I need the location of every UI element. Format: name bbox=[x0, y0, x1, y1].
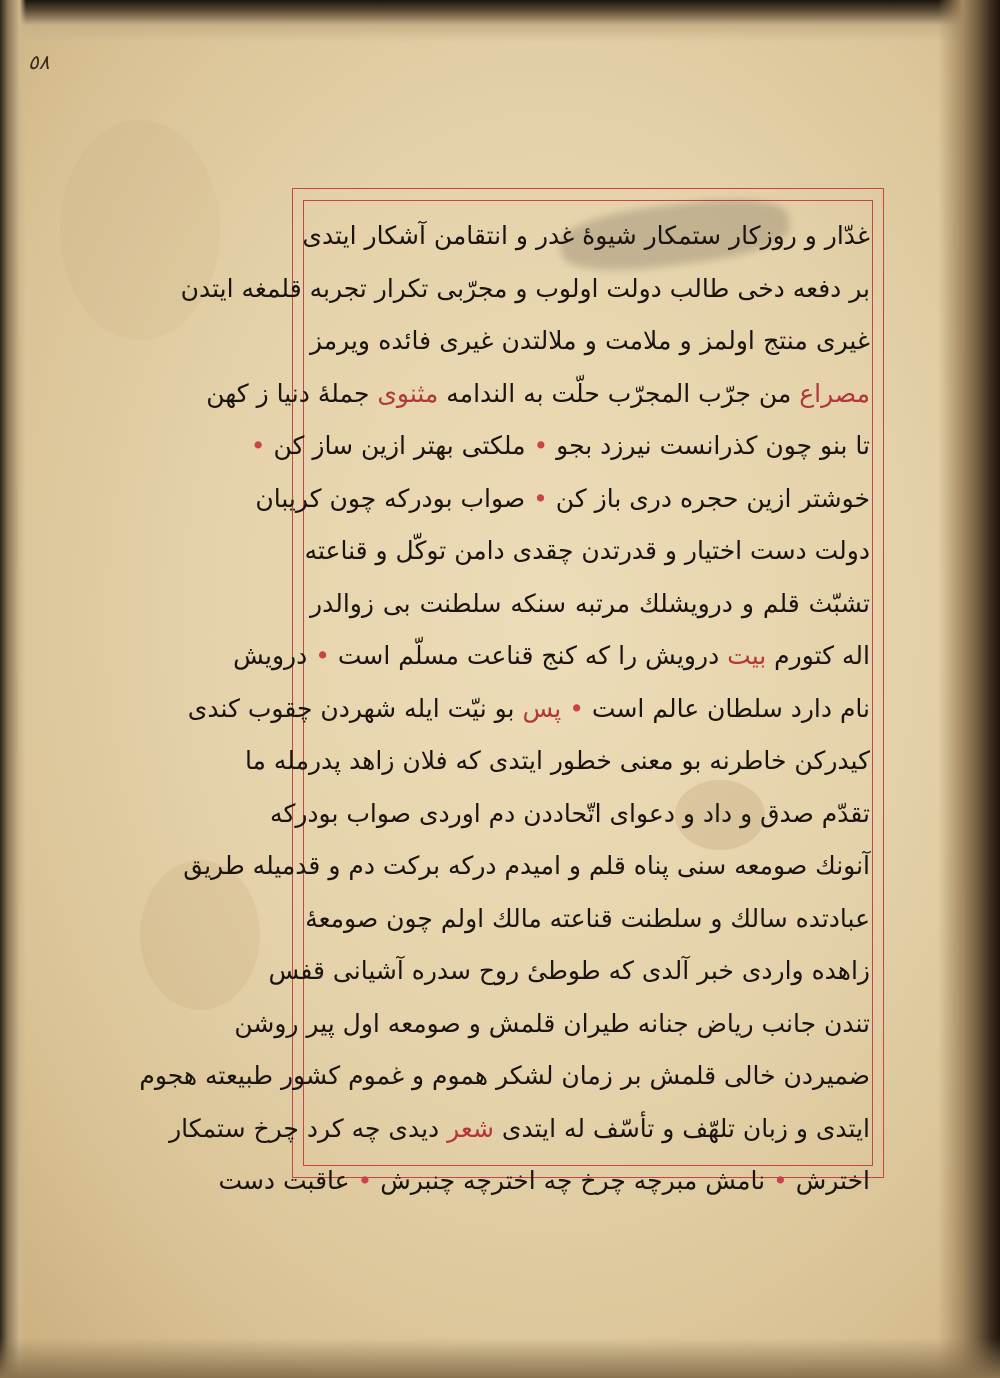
text-segment: تقدّم صدق و داد و دعوای اتّحاددن دم اوردی صواب بودرکه bbox=[270, 798, 870, 828]
manuscript-text-block bbox=[139, 210, 870, 1195]
text-segment: نام دارد سلطان عالم است bbox=[583, 693, 870, 723]
text-segment: صواب بودرکه چون کریبان bbox=[255, 483, 534, 513]
text-line bbox=[244, 735, 870, 788]
verse-separator-dot: • bbox=[315, 641, 330, 670]
text-segment: تندن جانب ریاض جنانه طیران قلمش و صومعه اول پیر روشن bbox=[234, 1008, 870, 1038]
verse-separator-dot: • bbox=[533, 483, 548, 513]
rubric-heading: پس bbox=[522, 693, 562, 723]
text-line bbox=[180, 263, 870, 316]
page-top-edge bbox=[0, 0, 1000, 42]
verse-separator-dot: • bbox=[250, 431, 266, 460]
text-segment: نامش مبرچه چرخ چه اخترچه چنبرش bbox=[372, 1166, 774, 1195]
text-line bbox=[206, 368, 870, 421]
text-line bbox=[169, 1103, 870, 1156]
text-line bbox=[310, 315, 870, 368]
text-segment: اله کتورم bbox=[766, 641, 870, 670]
text-line bbox=[255, 473, 870, 526]
text-line bbox=[187, 683, 870, 736]
text-line bbox=[250, 420, 870, 473]
text-line bbox=[310, 578, 870, 631]
rubric-heading: مثنوی bbox=[377, 378, 439, 408]
rubric-heading: بیت bbox=[727, 641, 767, 670]
text-segment: خوشتر ازین حجره دری باز کن bbox=[547, 483, 870, 513]
text-segment: تشبّث قلم و درویشلك مرتبه سنکه سلطنت بی زوالدر bbox=[310, 588, 870, 618]
folio-number: ٥٨ bbox=[28, 50, 50, 74]
text-segment: ملکتی بهتر ازین ساز کن bbox=[265, 431, 534, 460]
text-segment: دولت دست اختیار و قدرتدن چقدی دامن توکّل و قناعته bbox=[304, 536, 870, 565]
verse-separator-dot: • bbox=[533, 431, 549, 460]
text-segment: بو نیّت ایله شهردن چقوب کندی bbox=[187, 693, 523, 723]
page-bottom-edge bbox=[0, 1338, 1000, 1378]
text-line bbox=[268, 945, 870, 998]
text-segment: عبادتده سالك و سلطنت قناعته مالك اولم چون صومعهٔ bbox=[305, 903, 870, 933]
text-segment: غیری منتج اولمز و ملامت و ملالتدن غیری فائده ویرمز bbox=[310, 326, 870, 355]
text-segment: اخترش bbox=[787, 1166, 870, 1195]
text-segment: غدّار و روزکار ستمکار شیوهٔ غدر و انتقامن آشکار ایتدی bbox=[302, 221, 870, 250]
text-line bbox=[183, 840, 870, 893]
text-segment: تا بنو چون کذرانست نیرزد بجو bbox=[548, 431, 870, 460]
verse-separator-dot: • bbox=[773, 1166, 788, 1195]
verse-separator-dot: • bbox=[569, 693, 584, 723]
text-segment: درویش را که کنج قناعت مسلّم است bbox=[329, 641, 728, 670]
text-line bbox=[218, 1155, 870, 1208]
text-segment: زاهده واردی خبر آلدی که طوطیٔ روح سدره آشیانی قفس bbox=[268, 956, 870, 985]
text-line bbox=[302, 210, 870, 263]
text-segment: دیدی چه کرد چرخ ستمکار bbox=[169, 1113, 448, 1143]
text-segment: ایتدی و زبان تلهّف و تأسّف له ایتدی bbox=[493, 1113, 870, 1143]
text-segment: درویش bbox=[233, 641, 316, 670]
text-line bbox=[234, 998, 870, 1051]
text-line bbox=[139, 1050, 870, 1103]
text-segment: آنونك صومعه سنی پناه قلم و امیدم درکه برکت دم و قدمیله طریق bbox=[183, 851, 870, 880]
book-binding-edge bbox=[938, 0, 1000, 1378]
page-gutter-left bbox=[0, 0, 26, 1378]
text-segment: من جرّب المجرّب حلّت به الندامه bbox=[438, 378, 800, 408]
text-segment: ضمیردن خالی قلمش بر زمان لشکر هموم و غموم کشور طبیعته هجوم bbox=[139, 1061, 870, 1090]
text-segment: بر دفعه دخی طالب دولت اولوب و مجرّبی تکرار تجربه قلمغه ایتدن bbox=[180, 273, 870, 303]
rubric-heading: شعر bbox=[447, 1113, 494, 1143]
text-line bbox=[304, 525, 870, 578]
text-segment: عاقبت دست bbox=[218, 1166, 358, 1195]
text-line bbox=[305, 893, 870, 946]
rubric-heading: مصراع bbox=[799, 378, 870, 408]
text-line bbox=[233, 630, 870, 683]
text-segment: جملهٔ دنیا ز کهن bbox=[206, 378, 378, 408]
verse-separator-dot: • bbox=[357, 1166, 373, 1195]
text-line bbox=[270, 788, 870, 841]
text-segment: کیدرکن خاطرنه بو معنی خطور ایتدی که فلان زاهد پدرمله ما bbox=[244, 746, 870, 775]
